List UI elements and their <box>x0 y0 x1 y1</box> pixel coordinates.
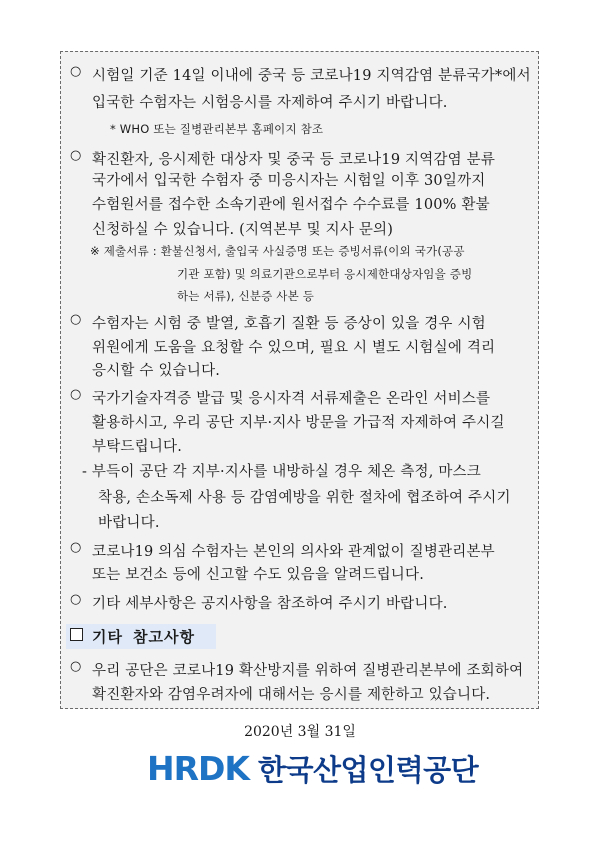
sub-line: - 부득이 공단 각 지부·지사를 내방하실 경우 체온 측정, 마스크 <box>82 464 481 480</box>
text-line: 입국한 수험자는 시험응시를 자제하여 주시기 바랍니다. <box>92 95 448 111</box>
issue-date: 2020년 3월 31일 <box>244 724 356 740</box>
text-line: 신청하실 수 있습니다. (지역본부 및 지사 문의) <box>92 222 394 238</box>
note-line: ※ 제출서류 : 환불신청서, 출입국 사실증명 또는 증빙서류(이외 국가(공공 <box>90 244 465 258</box>
note-line: * WHO 또는 질병관리본부 홈페이지 참조 <box>110 122 324 136</box>
text-line: 기타 세부사항은 공지사항을 참조하여 주시기 바랍니다. <box>92 596 448 612</box>
bullet-circle: ○ <box>70 540 82 555</box>
text-line: 우리 공단은 코로나19 확산방지를 위하여 질병관리본부에 조회하여 <box>92 663 524 679</box>
bullet-circle: ○ <box>70 387 82 402</box>
text-line: 국가기술자격증 발급 및 응시자격 서류제출은 온라인 서비스를 <box>92 391 491 407</box>
text-line: 활용하시고, 우리 공단 지부·지사 방문을 가급적 자제하여 주시길 <box>92 415 505 431</box>
text-line: 응시할 수 있습니다. <box>92 363 221 379</box>
text-line: 확진환자, 응시제한 대상자 및 중국 등 코로나19 지역감염 분류 <box>92 152 496 168</box>
text-line: 코로나19 의심 수험자는 본인의 의사와 관계없이 질병관리본부 <box>92 544 495 560</box>
square-checkbox-icon <box>70 628 83 641</box>
section-title: 기타 참고사항 <box>92 628 195 646</box>
sub-line: 착용, 손소독제 사용 등 감염예방을 위한 절차에 협조하여 주시기 <box>98 490 511 506</box>
text-line: 또는 보건소 등에 신고할 수도 있음을 알려드립니다. <box>92 567 425 583</box>
note-line: 하는 서류), 신분증 사본 등 <box>177 289 315 303</box>
sub-line: 바랍니다. <box>98 515 160 531</box>
hrdk-logo-text: HRDK <box>147 749 249 785</box>
bullet-circle: ○ <box>70 148 82 163</box>
text-line: 확진환자와 감염우려자에 대해서는 응시를 제한하고 있습니다. <box>92 687 491 703</box>
note-line: 기관 포함) 및 의료기관으로부터 응시제한대상자임을 증빙 <box>177 267 473 281</box>
text-line: 수험원서를 접수한 소속기관에 원서접수 수수료를 100% 환불 <box>92 197 490 213</box>
text-line: 수험자는 시험 중 발열, 호흡기 질환 등 증상이 있을 경우 시험 <box>92 316 486 332</box>
text-line: 시험일 기준 14일 이내에 중국 등 코로나19 지역감염 분류국가*에서 <box>92 68 531 84</box>
text-line: 국가에서 입국한 수험자 중 미응시자는 시험일 이후 30일까지 <box>92 173 486 189</box>
org-name: 한국산업인력공단 <box>258 753 479 787</box>
text-line: 위원에게 도움을 요청할 수 있으며, 필요 시 별도 시험실에 격리 <box>92 340 496 356</box>
bullet-circle: ○ <box>70 659 82 674</box>
text-line: 부탁드립니다. <box>92 439 183 455</box>
hrdk-logo <box>147 749 255 785</box>
bullet-circle: ○ <box>70 64 82 79</box>
bullet-circle: ○ <box>70 592 82 607</box>
bullet-circle: ○ <box>70 312 82 327</box>
